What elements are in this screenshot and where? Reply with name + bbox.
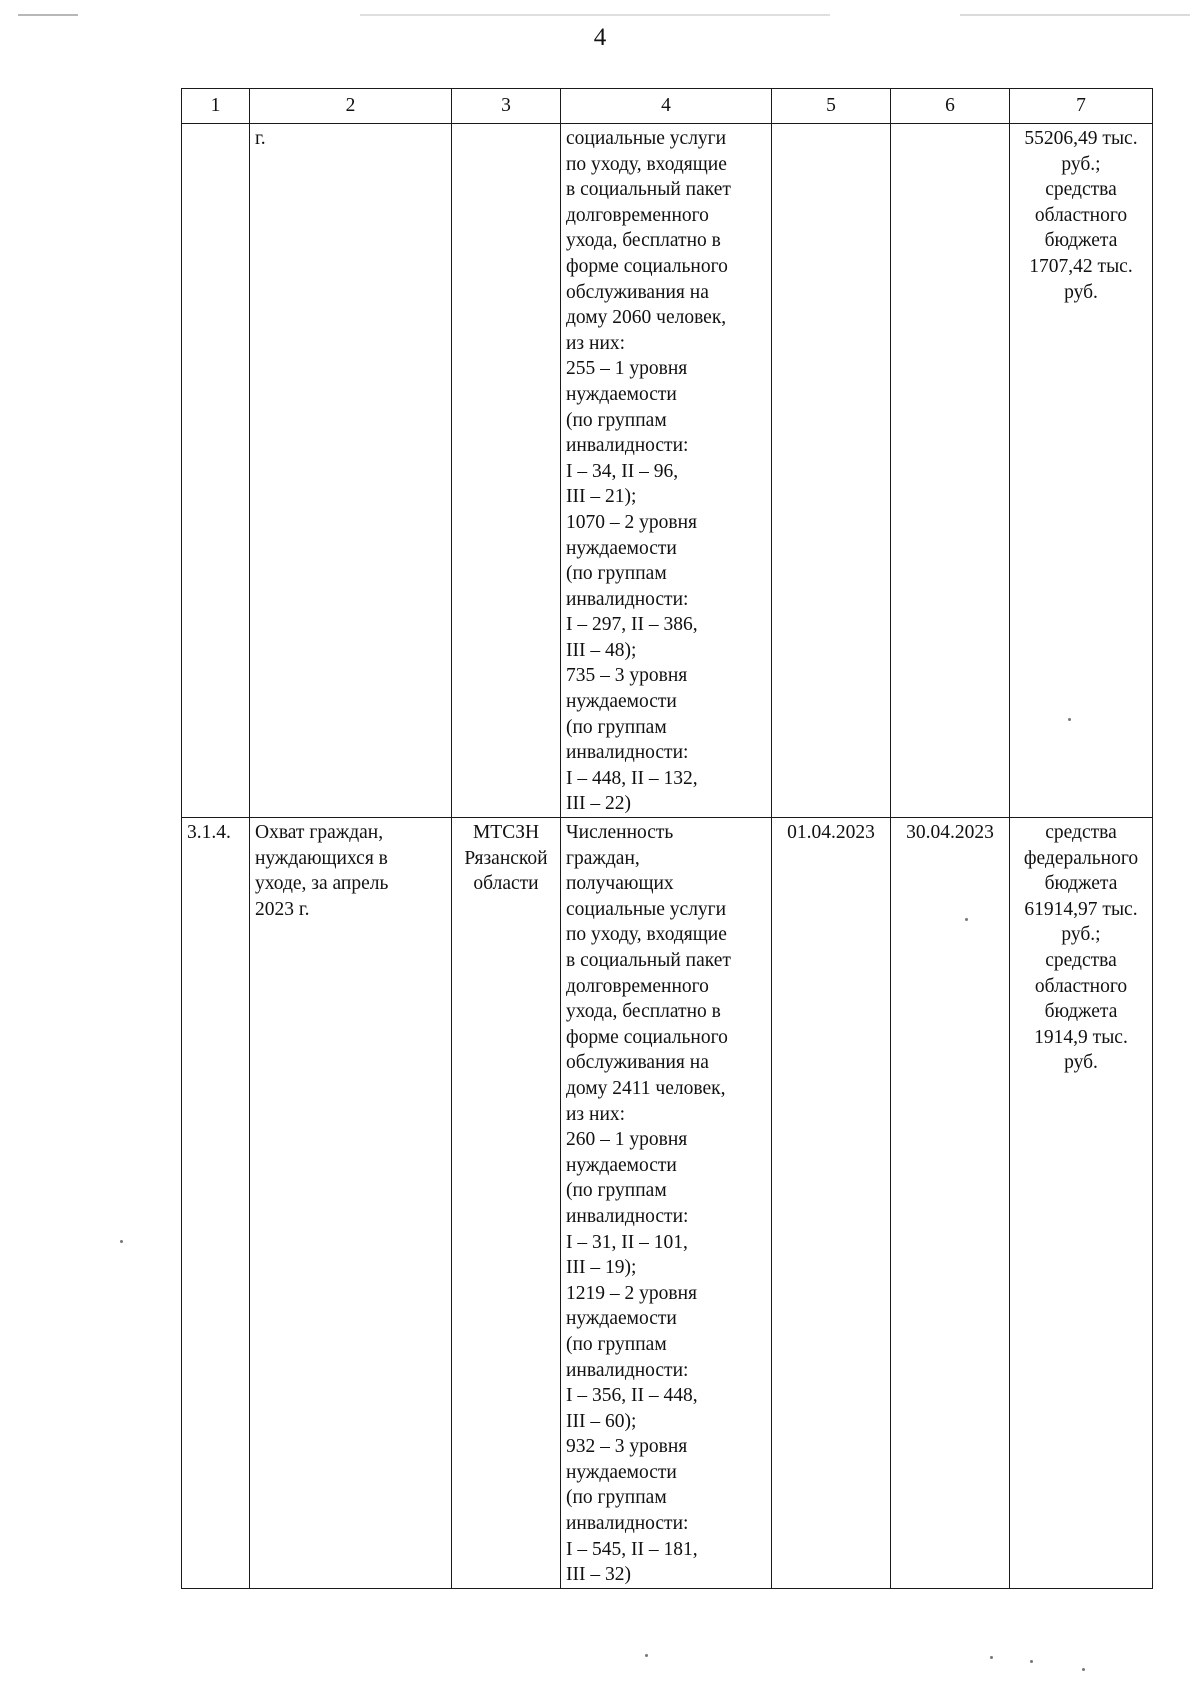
scan-artifact — [18, 14, 78, 16]
responsible-cell — [452, 124, 561, 818]
responsible-cell: МТСЗН Рязанской области — [452, 818, 561, 1589]
column-header-7: 7 — [1010, 89, 1153, 124]
table-row-continued — [182, 124, 1153, 818]
scan-speck — [1068, 718, 1071, 721]
event-name-cell: г. — [250, 124, 452, 818]
scan-speck — [645, 1654, 648, 1657]
document-table — [181, 88, 1153, 1589]
page-number: 4 — [593, 24, 607, 51]
end-date-cell: 30.04.2023 — [891, 818, 1010, 1589]
column-header-6: 6 — [891, 89, 1010, 124]
funding-cell: 55206,49 тыс. руб.; средства областного бюджета 1707,42 тыс. руб. — [1010, 124, 1153, 818]
column-header-5: 5 — [772, 89, 891, 124]
scan-speck — [965, 918, 968, 921]
table-row-3-1-4 — [182, 818, 1153, 1589]
result-description-cell: Численность граждан, получающих социальные услуги по уходу, входящие в социальный пакет долговременного ухода, бесплатно в форме социального обслуживания на дому 2411 человек, из них: 260 – 1 уровня нуждаемости (по группам инвалидности: I – 31, II – 101, III – 19); 1219 – 2 уровня нуждаемости (по группам инвалидности: I – 356, II – 448, III – 60); 932 – 3 уровня нуждаемости (по группам инвалидности: I – 545, II – 181, III – 32) — [561, 818, 772, 1589]
scan-speck — [1082, 1668, 1085, 1671]
scan-speck — [990, 1656, 993, 1659]
scan-speck — [1030, 1660, 1033, 1663]
event-name-cell: Охват граждан, нуждающихся в уходе, за апрель 2023 г. — [250, 818, 452, 1589]
start-date-cell: 01.04.2023 — [772, 818, 891, 1589]
table-header-row — [182, 89, 1153, 124]
item-number-cell: 3.1.4. — [182, 818, 250, 1589]
start-date-cell — [772, 124, 891, 818]
scan-artifact — [360, 14, 830, 16]
column-header-3: 3 — [452, 89, 561, 124]
scan-artifact — [960, 14, 1190, 16]
column-header-1: 1 — [182, 89, 250, 124]
scan-speck — [120, 1240, 123, 1243]
column-header-2: 2 — [250, 89, 452, 124]
funding-cell: средства федерального бюджета 61914,97 тыс. руб.; средства областного бюджета 1914,9 тыс. руб. — [1010, 818, 1153, 1589]
result-description-cell: социальные услуги по уходу, входящие в социальный пакет долговременного ухода, бесплатно в форме социального обслуживания на дому 2060 человек, из них: 255 – 1 уровня нуждаемости (по группам инвалидности: I – 34, II – 96, III – 21); 1070 – 2 уровня нуждаемости (по группам инвалидности: I – 297, II – 386, III – 48); 735 – 3 уровня нуждаемости (по группам инвалидности: I – 448, II – 132, III – 22) — [561, 124, 772, 818]
end-date-cell — [891, 124, 1010, 818]
item-number-cell — [182, 124, 250, 818]
column-header-4: 4 — [561, 89, 772, 124]
